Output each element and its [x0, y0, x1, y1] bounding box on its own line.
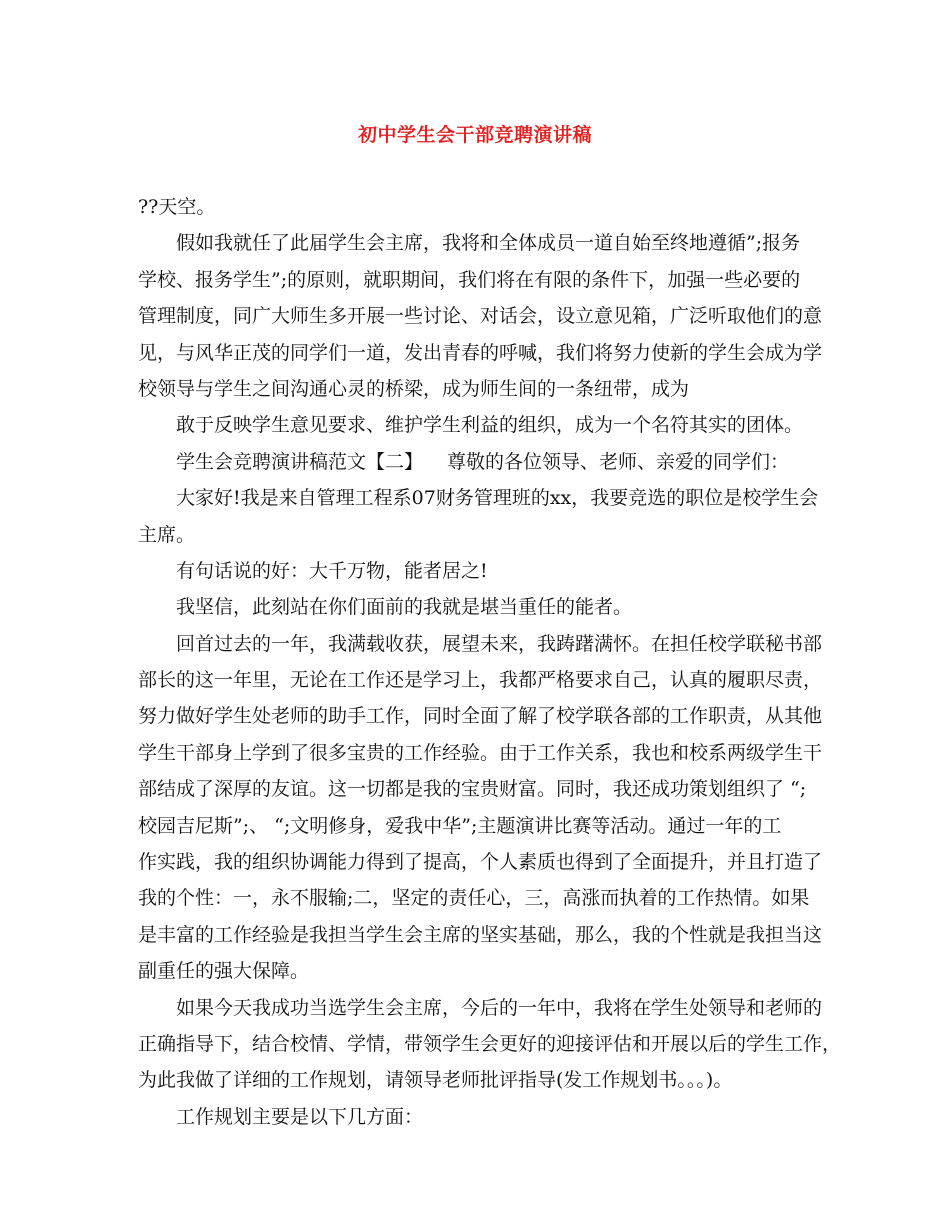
body-line: 管理制度，同广大师生多开展一些讨论、对话会，设立意见箱，广泛听取他们的意 — [138, 305, 823, 328]
body-line: 主席。 — [138, 523, 196, 546]
body-line: 为此我做了详细的工作规划，请领导老师批评指导(发工作规划书。。。)。 — [138, 1069, 733, 1092]
body-line: 工作规划主要是以下几方面： — [176, 1105, 424, 1128]
body-line: 有句话说的好：大千万物，能者居之! — [176, 559, 488, 582]
body-line: 是丰富的工作经验是我担当学生会主席的坚实基础，那么，我的个性就是我担当这 — [138, 923, 823, 946]
body-line: 大家好!我是来自管理工程系07财务管理班的xx，我要竞选的职位是校学生会 — [176, 487, 819, 510]
body-line: 学生干部身上学到了很多宝贵的工作经验。由于工作关系，我也和校系两级学生干 — [138, 741, 823, 764]
document-title: 初中学生会干部竞聘演讲稿 — [357, 124, 592, 146]
body-line: 副重任的强大保障。 — [138, 960, 310, 983]
body-line: 假如我就任了此届学生会主席，我将和全体成员一道自始至终地遵循”;报务 — [176, 232, 801, 255]
document-body — [138, 189, 842, 1135]
section-heading: 学生会竞聘演讲稿范文【二】 — [176, 450, 424, 473]
body-line: 部长的这一年里，无论在工作还是学习上，我都严格要求自己，认真的履职尽责， — [138, 669, 823, 692]
body-line: 部结成了深厚的友谊。这一切都是我的宝贵财富。同时，我还成功策划组织了 “; — [138, 778, 807, 801]
body-line: 努力做好学生处老师的助手工作，同时全面了解了校学联各部的工作职责，从其他 — [138, 705, 823, 728]
body-line: 我的个性：一，永不服输;二，坚定的责任心，三，高涨而执着的工作热情。如果 — [138, 887, 810, 910]
body-line: 学校、报务学生”;的原则，就职期间，我们将在有限的条件下，加强一些必要的 — [138, 268, 801, 291]
body-line: ??天空。 — [138, 196, 216, 218]
body-line: 如果今天我成功当选学生会主席，今后的一年中，我将在学生处领导和老师的 — [176, 996, 823, 1019]
body-line: 校园吉尼斯”;、 “;文明修身，爱我中华”;主题演讲比赛等活动。通过一年的工 — [138, 814, 782, 837]
body-line: 校领导与学生之间沟通心灵的桥梁，成为师生间的一条纽带，成为 — [138, 377, 690, 400]
body-line: 作实践，我的组织协调能力得到了提高，个人素质也得到了全面提升，并且打造了 — [138, 851, 823, 874]
body-line: 回首过去的一年，我满载收获，展望未来，我踌躇满怀。在担任校学联秘书部 — [176, 632, 823, 655]
greeting: 尊敬的各位领导、老师、亲爱的同学们： — [447, 450, 790, 473]
body-line: 正确指导下，结合校情、学情，带领学生会更好的迎接评估和开展以后的学生工作， — [138, 1032, 842, 1055]
body-line: 见，与风华正茂的同学们一道，发出青春的呼喊，我们将努力使新的学生会成为学 — [138, 341, 823, 364]
body-line: 敢于反映学生意见要求、维护学生利益的组织，成为一个名符其实的团体。 — [176, 414, 804, 437]
body-line-with-greeting — [138, 444, 828, 480]
body-line: 我坚信，此刻站在你们面前的我就是堪当重任的能者。 — [176, 596, 633, 619]
